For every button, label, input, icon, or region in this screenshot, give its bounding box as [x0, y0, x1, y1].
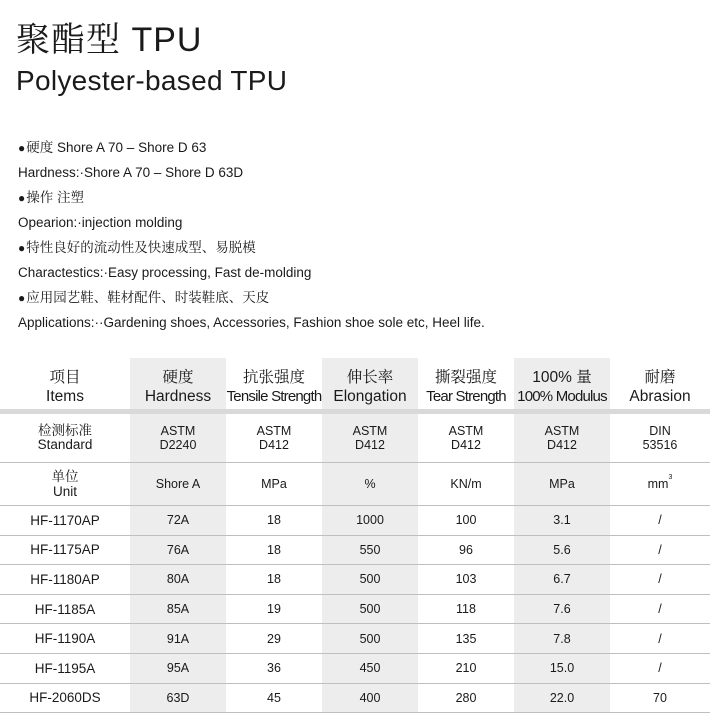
cell-modulus: 3.1	[514, 506, 610, 536]
spec-characteristics-cn	[18, 235, 698, 260]
cell-elongation: 550	[322, 535, 418, 565]
cell-abrasion: /	[610, 653, 710, 683]
cell-hardness: 91A	[130, 624, 226, 654]
standard-line2: D412	[451, 438, 481, 452]
spec-text: Applications:··Gardening shoes, Accessories, Fashion shoe sole etc, Heel life.	[18, 315, 485, 330]
spec-applications-en	[18, 310, 698, 335]
header-en: Hardness	[144, 388, 212, 405]
header-cn: 硬度	[162, 369, 194, 386]
properties-table	[0, 358, 710, 713]
header-abrasion	[610, 358, 710, 412]
row-label-standard	[0, 412, 130, 463]
cell-hardness: 63D	[130, 683, 226, 713]
header-cn: 项目	[49, 369, 81, 386]
cell-tensile: 19	[226, 594, 322, 624]
standard-line2: D412	[355, 438, 385, 452]
cell-elongation: 500	[322, 565, 418, 595]
cell-hardness: 95A	[130, 653, 226, 683]
cell-hardness: 72A	[130, 506, 226, 536]
header-items	[0, 358, 130, 412]
label-en: Unit	[52, 484, 77, 499]
cell-modulus: 7.6	[514, 594, 610, 624]
header-cn: 100% 量	[532, 369, 592, 386]
page-title-english: Polyester-based TPU	[16, 65, 288, 96]
table-row	[0, 565, 710, 595]
table-row	[0, 683, 710, 713]
cell-tensile: 29	[226, 624, 322, 654]
unit-row	[0, 463, 710, 506]
cell-tear: 280	[418, 683, 514, 713]
grade-name: HF-2060DS	[0, 683, 130, 713]
unit-abrasion-superscript: 3	[668, 474, 673, 481]
standard-row	[0, 412, 710, 463]
standard-modulus	[514, 412, 610, 463]
cell-abrasion: /	[610, 565, 710, 595]
bullet-icon: ●	[18, 141, 26, 155]
standard-line1: ASTM	[256, 424, 292, 438]
cell-elongation: 400	[322, 683, 418, 713]
cell-tear: 135	[418, 624, 514, 654]
label-cn: 检测标准	[38, 423, 92, 438]
cell-tear: 210	[418, 653, 514, 683]
table-header-row	[0, 358, 710, 412]
spec-characteristics-en	[18, 260, 698, 285]
spec-hardness-en	[18, 160, 698, 185]
header-cn: 抗张强度	[242, 369, 305, 386]
header-modulus	[514, 358, 610, 412]
header-cn: 耐磨	[644, 369, 676, 386]
header-en: 100% Modulus	[517, 388, 607, 405]
spec-list	[18, 135, 698, 335]
spec-text: Hardness:·Shore A 70 – Shore D 63D	[18, 165, 244, 180]
spec-operation-cn	[18, 185, 698, 210]
cell-hardness: 80A	[130, 565, 226, 595]
cell-modulus: 15.0	[514, 653, 610, 683]
header-en: Tear Strength	[426, 388, 506, 405]
cell-abrasion: /	[610, 506, 710, 536]
spec-text: 操作 注塑	[26, 190, 85, 205]
cell-tear: 103	[418, 565, 514, 595]
grade-name: HF-1170AP	[0, 506, 130, 536]
unit-abrasion	[610, 463, 710, 506]
standard-tensile	[226, 412, 322, 463]
header-cn: 撕裂强度	[434, 369, 497, 386]
cell-modulus: 22.0	[514, 683, 610, 713]
standard-line1: ASTM	[544, 424, 580, 438]
unit-abrasion-base: mm	[647, 477, 669, 491]
header-cn: 伸长率	[346, 369, 394, 386]
standard-line2: D2240	[159, 438, 197, 452]
unit-tensile: MPa	[226, 463, 322, 506]
standard-line1: ASTM	[352, 424, 388, 438]
header-tear-strength	[418, 358, 514, 412]
unit-modulus: MPa	[514, 463, 610, 506]
spec-text: Charactestics:·Easy processing, Fast de-molding	[18, 265, 312, 280]
grade-name: HF-1190A	[0, 624, 130, 654]
cell-tensile: 36	[226, 653, 322, 683]
cell-tensile: 45	[226, 683, 322, 713]
spec-text: Opearion:·injection molding	[18, 215, 183, 230]
cell-elongation: 1000	[322, 506, 418, 536]
header-tensile-strength	[226, 358, 322, 412]
bullet-icon: ●	[18, 191, 26, 205]
cell-tensile: 18	[226, 535, 322, 565]
standard-tear	[418, 412, 514, 463]
cell-modulus: 6.7	[514, 565, 610, 595]
cell-tensile: 18	[226, 565, 322, 595]
grade-name: HF-1175AP	[0, 535, 130, 565]
spec-operation-en	[18, 210, 698, 235]
grade-name: HF-1185A	[0, 594, 130, 624]
standard-line2: 53516	[642, 438, 678, 452]
cell-tear: 100	[418, 506, 514, 536]
standard-line2: D412	[259, 438, 289, 452]
cell-tear: 96	[418, 535, 514, 565]
header-hardness	[130, 358, 226, 412]
page-title-chinese: 聚酯型 TPU	[16, 21, 203, 59]
standard-elongation	[322, 412, 418, 463]
header-elongation	[322, 358, 418, 412]
grade-name: HF-1195A	[0, 653, 130, 683]
header-en: Tensile Strength	[226, 388, 322, 405]
cell-hardness: 85A	[130, 594, 226, 624]
standard-line1: ASTM	[448, 424, 484, 438]
unit-hardness: Shore A	[130, 463, 226, 506]
cell-modulus: 5.6	[514, 535, 610, 565]
spec-text: 特性良好的流动性及快速成型、易脱模	[26, 240, 256, 255]
header-en: Elongation	[333, 388, 407, 405]
standard-line2: D412	[547, 438, 577, 452]
table-row	[0, 624, 710, 654]
spec-text: 硬度 Shore A 70 – Shore D 63	[26, 140, 207, 155]
standard-hardness	[130, 412, 226, 463]
cell-abrasion: /	[610, 624, 710, 654]
cell-elongation: 500	[322, 624, 418, 654]
spec-applications-cn	[18, 285, 698, 310]
standard-abrasion	[610, 412, 710, 463]
cell-elongation: 450	[322, 653, 418, 683]
cell-modulus: 7.8	[514, 624, 610, 654]
table-row	[0, 653, 710, 683]
label-en: Standard	[37, 437, 93, 452]
bullet-icon: ●	[18, 291, 26, 305]
unit-elongation: %	[322, 463, 418, 506]
cell-tear: 118	[418, 594, 514, 624]
cell-abrasion: 70	[610, 683, 710, 713]
table-row	[0, 535, 710, 565]
spec-text: 应用园艺鞋、鞋材配件、时装鞋底、天皮	[26, 290, 270, 305]
standard-line1: ASTM	[160, 424, 196, 438]
spec-hardness-cn	[18, 135, 698, 160]
cell-hardness: 76A	[130, 535, 226, 565]
cell-abrasion: /	[610, 594, 710, 624]
grade-name: HF-1180AP	[0, 565, 130, 595]
header-en: Items	[46, 388, 84, 405]
row-label-unit	[0, 463, 130, 506]
bullet-icon: ●	[18, 241, 26, 255]
table-row	[0, 594, 710, 624]
standard-line1: DIN	[649, 424, 671, 438]
cell-tensile: 18	[226, 506, 322, 536]
cell-abrasion: /	[610, 535, 710, 565]
label-cn: 单位	[51, 469, 79, 484]
cell-elongation: 500	[322, 594, 418, 624]
header-en: Abrasion	[629, 388, 691, 405]
unit-tear: KN/m	[418, 463, 514, 506]
table-row	[0, 506, 710, 536]
